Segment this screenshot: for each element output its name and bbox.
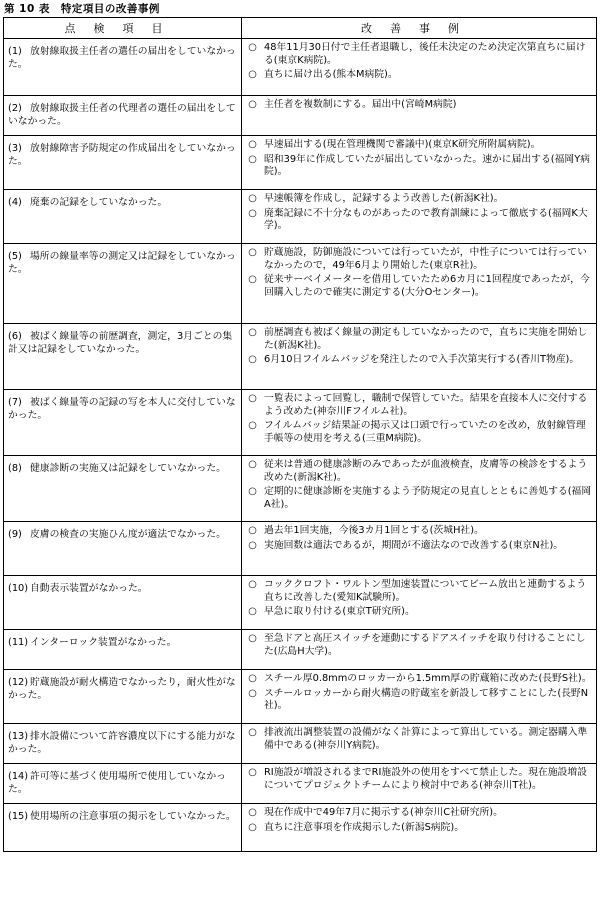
improvement-example bbox=[246, 42, 592, 67]
improvement-example bbox=[246, 208, 592, 233]
improvement-example-text: 早速届出する(現在管理機関で審議中)(東京K研究所附属病院)。 bbox=[264, 139, 541, 150]
inspection-item-cell bbox=[4, 522, 242, 576]
improvement-example-text: 前歴調査も被ばく線量の測定もしていなかったので，直ちに実施を開始した(新潟K社)。 bbox=[264, 327, 588, 351]
improvement-example bbox=[246, 193, 592, 206]
circle-bullet-icon: ○ bbox=[248, 393, 257, 404]
improvement-example-text: コッククロフト・ワルトン型加速装置についてビーム放出と連動するよう直ちに改善した(愛知K試験所)。 bbox=[264, 579, 587, 603]
improvement-example-text: スチール厚0.8mmのロッカーから1.5mm厚の貯蔵箱に改めた(長野S社)。 bbox=[264, 673, 592, 684]
improvement-example bbox=[246, 327, 592, 352]
improvement-example bbox=[246, 606, 592, 619]
improvement-examples-cell bbox=[242, 244, 597, 324]
inspection-item-text: 自動表示装置がなかった。 bbox=[30, 583, 148, 594]
improvement-example-text: 従来サーベイメーターを借用していたため6カ月に1回程度であったが，今回購入したので確実に測定する(大分Oセンター)。 bbox=[264, 274, 590, 298]
circle-bullet-icon: ○ bbox=[248, 354, 257, 366]
improvement-example bbox=[246, 420, 592, 445]
circle-bullet-icon: ○ bbox=[248, 727, 257, 738]
item-number: (14) bbox=[8, 771, 29, 782]
header-improvement-example: 改善事例 bbox=[242, 18, 597, 39]
inspection-item-cell bbox=[4, 244, 242, 324]
circle-bullet-icon: ○ bbox=[248, 42, 257, 53]
inspection-item-text: 放射線障害予防規定の作成届出をしていなかった。 bbox=[8, 143, 236, 167]
circle-bullet-icon: ○ bbox=[248, 247, 257, 258]
improvement-example bbox=[246, 540, 592, 553]
improvement-example bbox=[246, 459, 592, 484]
improvement-examples-cell bbox=[242, 96, 597, 136]
table-row bbox=[4, 724, 597, 764]
table-row bbox=[4, 324, 597, 390]
circle-bullet-icon: ○ bbox=[248, 633, 257, 644]
improvement-example-text: 至急ドアと高圧スイッチを連動にするドアスイッチを取り付けることにした(広島H大学)。 bbox=[264, 633, 586, 657]
improvement-example-text: フイルムバッジ結果証の掲示又は口頭で行っていたのを改め，放射線管理手帳等の使用を考える(三重M病院)。 bbox=[264, 420, 586, 444]
circle-bullet-icon: ○ bbox=[248, 459, 257, 470]
inspection-item-text: 健康診断の実施又は記録をしていなかった。 bbox=[30, 463, 226, 474]
improvement-examples-cell bbox=[242, 670, 597, 724]
improvement-example bbox=[246, 274, 592, 299]
improvement-example bbox=[246, 525, 592, 538]
improvement-example bbox=[246, 486, 592, 511]
table-row bbox=[4, 670, 597, 724]
inspection-item-text: 排水設備について許容濃度以下にする能力がなかった。 bbox=[8, 731, 236, 755]
item-number: (9) bbox=[8, 529, 22, 540]
item-number: (4) bbox=[8, 197, 22, 208]
improvement-example bbox=[246, 688, 592, 713]
table-row bbox=[4, 39, 597, 96]
improvement-examples-cell bbox=[242, 630, 597, 670]
item-number: (5) bbox=[8, 251, 22, 262]
table-row bbox=[4, 456, 597, 522]
improvement-example-text: 6月10日フイルムバッジを発注したので入手次第実行する(香川T物産)。 bbox=[264, 354, 580, 366]
table-row bbox=[4, 136, 597, 190]
item-number: (1) bbox=[8, 46, 22, 57]
improvement-example-text: 現在作成中で49年7月に掲示する(神奈川C社研究所)。 bbox=[264, 807, 503, 818]
improvement-examples-cell bbox=[242, 136, 597, 190]
table-row bbox=[4, 804, 597, 852]
item-number: (15) bbox=[8, 811, 29, 822]
improvement-example-text: 昭和39年に作成していたが届出していなかった。速かに届出する(福岡Y病院)。 bbox=[264, 153, 590, 178]
circle-bullet-icon: ○ bbox=[248, 807, 257, 818]
improvement-example-text: 排液流出調整装置の設備がなく計算によって算出している。測定器購入準備中である(神奈川Y病院)。 bbox=[264, 727, 588, 751]
improvement-examples-cell bbox=[242, 39, 597, 96]
improvement-example-text: 直ちに届け出る(熊本M病院)。 bbox=[264, 69, 398, 81]
improvement-example-text: 定期的に健康診断を実施するよう予防規定の見直しとともに善処する(福岡A社)。 bbox=[264, 486, 592, 510]
improvement-example-text: 主任者を複数制にする。届出中(宮崎M病院) bbox=[264, 99, 457, 110]
circle-bullet-icon: ○ bbox=[248, 579, 257, 590]
item-number: (3) bbox=[8, 143, 22, 154]
improvement-example-text: 早急に取り付ける(東京T研究所)。 bbox=[264, 606, 415, 618]
inspection-item-cell bbox=[4, 96, 242, 136]
table-header-row bbox=[4, 18, 597, 39]
improvement-example-text: スチールロッカーから耐火構造の貯蔵室を新設して移すことにした(長野N社)。 bbox=[264, 687, 589, 712]
circle-bullet-icon: ○ bbox=[248, 327, 257, 338]
improvement-example bbox=[246, 727, 592, 752]
circle-bullet-icon: ○ bbox=[248, 420, 257, 432]
inspection-item-cell bbox=[4, 390, 242, 456]
improvement-example-text: 過去年1回実施，今後3カ月1回とする(茨城H社)。 bbox=[264, 525, 484, 536]
improvement-example bbox=[246, 69, 592, 82]
improvement-example bbox=[246, 139, 592, 152]
circle-bullet-icon: ○ bbox=[248, 274, 257, 286]
item-number: (12) bbox=[8, 677, 29, 688]
inspection-item-cell bbox=[4, 576, 242, 630]
circle-bullet-icon: ○ bbox=[248, 207, 257, 219]
table-caption: 第 10 表 特定項目の改善事例 bbox=[4, 3, 160, 15]
improvement-example bbox=[246, 579, 592, 604]
improvement-examples-cell bbox=[242, 456, 597, 522]
table-row bbox=[4, 630, 597, 670]
inspection-item-cell bbox=[4, 39, 242, 96]
improvement-example bbox=[246, 247, 592, 272]
improvement-example-text: 直ちに注意事項を作成掲示した(新潟S病院)。 bbox=[264, 821, 465, 833]
improvement-example-text: 従来は普通の健康診断のみであったが血液検査，皮膚等の検診をするよう改めた(新潟K社)。 bbox=[264, 459, 588, 483]
header-inspection-item: 点検項目 bbox=[4, 18, 242, 39]
table-row bbox=[4, 764, 597, 804]
item-number: (10) bbox=[8, 583, 29, 594]
inspection-item-text: 被ばく線量等の前歴調査，測定，3月ごとの集計又は記録をしていなかった。 bbox=[8, 331, 233, 355]
circle-bullet-icon: ○ bbox=[248, 193, 257, 204]
circle-bullet-icon: ○ bbox=[248, 99, 257, 110]
circle-bullet-icon: ○ bbox=[248, 69, 257, 81]
inspection-item-text: インターロック装置がなかった。 bbox=[30, 637, 177, 648]
inspection-item-text: 使用場所の注意事項の掲示をしていなかった。 bbox=[30, 811, 236, 822]
circle-bullet-icon: ○ bbox=[248, 821, 257, 833]
improvement-examples-cell bbox=[242, 190, 597, 244]
inspection-item-text: 貯蔵施設が耐火構造でなかったり，耐火性がなかった。 bbox=[8, 677, 236, 701]
item-number: (2) bbox=[8, 103, 22, 114]
inspection-item-cell bbox=[4, 764, 242, 804]
improvement-example bbox=[246, 393, 592, 418]
inspection-item-text: 皮膚の検査の実施ひん度が適法でなかった。 bbox=[30, 529, 226, 540]
item-number: (7) bbox=[8, 397, 22, 408]
improvement-examples-cell bbox=[242, 390, 597, 456]
table-body bbox=[4, 39, 597, 852]
table-row bbox=[4, 96, 597, 136]
inspection-item-text: 場所の線量率等の測定又は記録をしていなかった。 bbox=[8, 251, 236, 275]
table-row bbox=[4, 522, 597, 576]
inspection-item-text: 放射線取扱主任者の選任の届出をしていなかった。 bbox=[8, 46, 236, 70]
circle-bullet-icon: ○ bbox=[248, 539, 257, 551]
circle-bullet-icon: ○ bbox=[248, 486, 257, 498]
inspection-item-cell bbox=[4, 804, 242, 852]
table-row bbox=[4, 576, 597, 630]
table-row bbox=[4, 244, 597, 324]
circle-bullet-icon: ○ bbox=[248, 687, 257, 699]
improvement-example bbox=[246, 673, 592, 686]
improvement-examples-cell bbox=[242, 324, 597, 390]
improvement-example bbox=[246, 822, 592, 835]
inspection-item-cell bbox=[4, 630, 242, 670]
improvement-examples-cell bbox=[242, 764, 597, 804]
table-row bbox=[4, 390, 597, 456]
inspection-item-cell bbox=[4, 670, 242, 724]
improvement-example bbox=[246, 154, 592, 179]
circle-bullet-icon: ○ bbox=[248, 767, 257, 778]
inspection-item-text: 許可等に基づく使用場所で使用していなかった。 bbox=[8, 771, 226, 795]
improvement-example-text: 一覧表によって回覧し，職制で保管していた。結果を直接本人に交付するよう改めた(神奈川Fフイルム社)。 bbox=[264, 393, 588, 417]
item-number: (11) bbox=[8, 637, 29, 648]
circle-bullet-icon: ○ bbox=[248, 139, 257, 150]
inspection-item-cell bbox=[4, 724, 242, 764]
inspection-item-cell bbox=[4, 190, 242, 244]
item-number: (8) bbox=[8, 463, 22, 474]
inspection-item-text: 廃棄の記録をしていなかった。 bbox=[30, 197, 168, 208]
improvement-example bbox=[246, 354, 592, 367]
circle-bullet-icon: ○ bbox=[248, 153, 257, 165]
table-row bbox=[4, 190, 597, 244]
improvement-example-text: 廃棄記録に不十分なものがあったので教育訓練によって徹底する(福岡K大学)。 bbox=[264, 207, 588, 232]
inspection-item-cell bbox=[4, 136, 242, 190]
improvement-examples-cell bbox=[242, 522, 597, 576]
improvement-example-text: 実施回数は適法であるが，期間が不適法なので改善する(東京N社)。 bbox=[264, 539, 564, 551]
improvement-example-text: RI施設が増設されるまでRI施設外の使用をすべて禁止した。現在施設増設についてプロジェクトチームにより検討中である(神奈川T社)。 bbox=[264, 767, 587, 791]
inspection-item-cell bbox=[4, 324, 242, 390]
circle-bullet-icon: ○ bbox=[248, 673, 257, 684]
improvement-example bbox=[246, 99, 592, 112]
inspection-item-text: 被ばく線量等の記録の写を本人に交付していなかった。 bbox=[8, 397, 236, 421]
improvement-examples-cell bbox=[242, 724, 597, 764]
improvement-examples-cell bbox=[242, 804, 597, 852]
improvement-table bbox=[3, 17, 597, 852]
improvement-example bbox=[246, 767, 592, 792]
improvement-example-text: 早速帳簿を作成し，記録するよう改善した(新潟K社)。 bbox=[264, 193, 504, 204]
inspection-item-text: 放射線取扱主任者の代理者の選任の届出をしていなかった。 bbox=[8, 103, 236, 127]
item-number: (13) bbox=[8, 731, 29, 742]
improvement-example bbox=[246, 807, 592, 820]
inspection-item-cell bbox=[4, 456, 242, 522]
improvement-example-text: 48年11月30日付で主任者退職し，後任未決定のため決定次第直ちに届ける(東京K病院)。 bbox=[264, 42, 586, 66]
circle-bullet-icon: ○ bbox=[248, 525, 257, 536]
improvement-example-text: 貯蔵施設，防御施設については行っていたが，中性子については行っていなかったので，49年6月より開始した(東京R社)。 bbox=[264, 247, 587, 271]
circle-bullet-icon: ○ bbox=[248, 606, 257, 618]
item-number: (6) bbox=[8, 331, 22, 342]
improvement-example bbox=[246, 633, 592, 658]
improvement-examples-cell bbox=[242, 576, 597, 630]
